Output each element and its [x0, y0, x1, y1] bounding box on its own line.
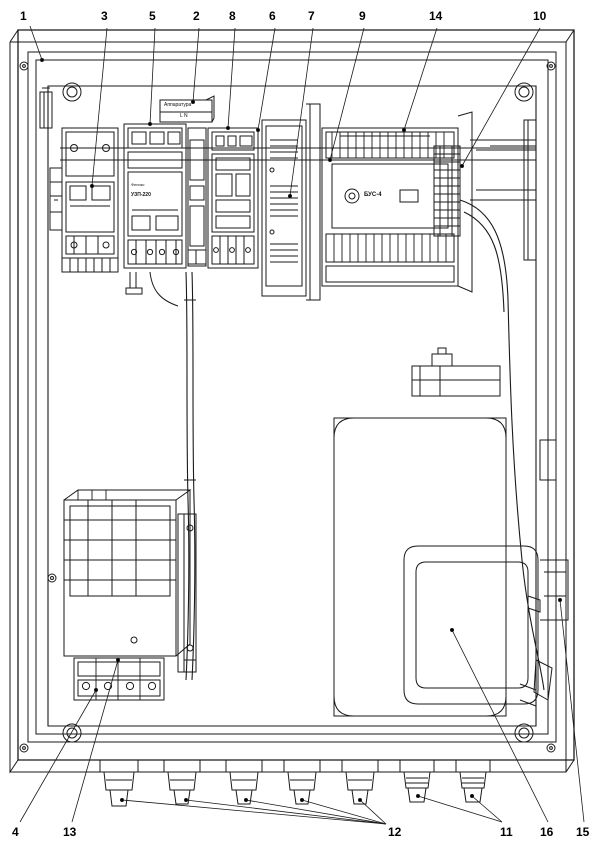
callout-15: 15 [576, 825, 590, 839]
device-label-apparatura: Аппаратура [164, 102, 192, 108]
callout-10: 10 [533, 9, 547, 23]
device-label-bus4: БУС-4 [364, 192, 382, 198]
callout-7: 7 [308, 9, 315, 23]
device-label-uzp220: УЗП-220 [131, 192, 151, 198]
callout-2: 2 [193, 9, 200, 23]
callout-9: 9 [359, 9, 366, 23]
callout-6: 6 [269, 9, 276, 23]
callout-11: 11 [500, 825, 513, 839]
callout-8: 8 [229, 9, 236, 23]
callout-4: 4 [12, 825, 19, 839]
device-label-ln: L N [180, 113, 188, 119]
callout-14: 14 [429, 9, 443, 23]
device-label-phoenix: Феникс [131, 182, 145, 187]
callout-1: 1 [20, 9, 27, 23]
callout-16: 16 [540, 825, 554, 839]
callout-5: 5 [149, 9, 156, 23]
callout-3: 3 [101, 9, 108, 23]
callout-13: 13 [63, 825, 77, 839]
callout-12: 12 [388, 825, 402, 839]
